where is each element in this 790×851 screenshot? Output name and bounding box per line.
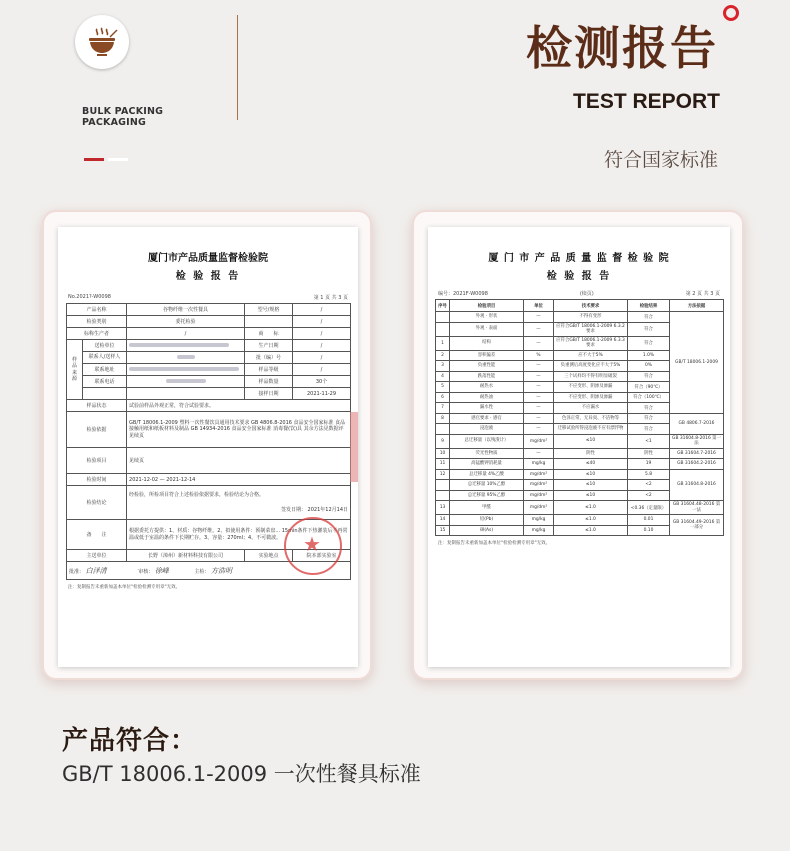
table-row: 3 负重性能 — 负重测后高度变化应不大于5% 0%: [436, 361, 724, 372]
table-row: 联系电话 样品数量 30个: [67, 376, 351, 388]
brand-logo: [75, 15, 129, 69]
redacted-text: [129, 367, 239, 371]
report-page-2: [428, 227, 730, 667]
report-card-2: [412, 210, 744, 680]
signature-reviewer: 徐峰: [154, 566, 169, 575]
product-standard: GB/T 18006.1-2009 一次性餐具标准: [62, 762, 421, 786]
table-row: 总迁移量 10%乙醇 mg/dm² ≤10 <2: [436, 480, 724, 491]
table-row: 检验类别 委托检验 /: [67, 316, 351, 328]
table-row: 检验时间 2021-12-02 — 2021-12-14: [67, 474, 351, 486]
report-footnote: 注：复制报告未重新加盖本单位"检验检测专用章"无效。: [68, 585, 181, 590]
table-row: 5 耐热水 — 不应变形、阴渗及渗漏 符合（90℃）: [436, 382, 724, 393]
table-row: 13 甲醛 mg/dm² ≤1.0 <0.36（定量限） GB 31604.48-2016 第一法: [436, 501, 724, 515]
report-page-1: [58, 227, 358, 667]
table-row: 联系人/送样人 批（编）号 /: [67, 352, 351, 364]
table-row: 7 漏水性 — 不应漏水 符合: [436, 403, 724, 414]
table-row: 浸泡液 — 迁移试验所得浸泡液不应有漂浮物 符合: [436, 424, 724, 435]
table-row: 总迁移量 95%乙醇 mg/dm² ≤10 <2: [436, 490, 724, 501]
table-row: 6 耐热油 — 不应变形、阴渗及渗漏 符合（100℃）: [436, 392, 724, 403]
table-row: 10 荧光性物质 — 阴性 阴性 GB 31604.7-2016: [436, 448, 724, 459]
signature-inspector: 方浩明: [211, 566, 233, 575]
ring-icon: [723, 5, 739, 21]
signature-approver: 白泽清: [85, 566, 107, 575]
report-title: 检 验 报 告: [175, 271, 241, 282]
redacted-text: [166, 379, 206, 383]
page-number: 第 2 页 共 3 页: [685, 291, 720, 297]
bowl-icon: [85, 25, 119, 59]
report-footnote: 注：复制报告未重新加盖本单位"检验检测专用章"无效。: [438, 541, 551, 546]
table-row: 9 总迁移量（以残渣计） mg/dm² ≤10 <1 GB 31604.8-2016 第一法: [436, 434, 724, 448]
table-row: 标称生产者 / 商 标 /: [67, 328, 351, 340]
table-row: 接样日期 2021-11-29: [67, 388, 351, 400]
report-card-1: [42, 210, 372, 680]
table-row: 样品状态 试验前样品外观正常，符合试验要求。: [67, 400, 351, 412]
results-body: [436, 312, 724, 536]
report-title: 检 验 报 告: [546, 271, 612, 282]
signature-row: 批准： 白泽清 审核： 徐峰 主检： 方浩明: [67, 562, 351, 580]
table-row: 11 高锰酸钾消耗量 mg/kg ≤40 19 GB 31604.2-2016: [436, 459, 724, 470]
table-row: 2 容积偏差 % 应不大于5% 1.0%: [436, 350, 724, 361]
brand-line1: BULK PACKING: [82, 106, 164, 117]
institute-name: 厦 门 市 产 品 质 量 监 督 检 验 院: [488, 253, 670, 264]
header: [0, 0, 790, 190]
table-row: 外观 · 表面 — 应符合GB/T 18006.1-2009 6.3.2要求 符合: [436, 322, 724, 336]
table-row: 产品名称 谷物纤维一次性餐具 型号/规格 /: [67, 304, 351, 316]
brand-line2: PACKAGING: [82, 117, 147, 128]
results-table: [435, 299, 724, 536]
header-divider: [237, 15, 238, 120]
table-row: 1 结构 — 应符合GB/T 18006.1-2009 6.3.3要求 符合: [436, 336, 724, 350]
page-subtitle: 符合国家标准: [603, 149, 718, 171]
page-title: 检测报告: [526, 21, 718, 75]
table-row: 外观 · 形状 — 不得有变形 符合 GB/T 18006.1-2009: [436, 312, 724, 323]
star-icon: ★: [303, 532, 321, 556]
page-number: 第 1 页 共 3 页: [313, 295, 348, 301]
table-row: 样 品 来 源 送检单位 生产日期 /: [67, 340, 351, 352]
table-row: 联系地址 样品等级 /: [67, 364, 351, 376]
report-number: 编号：2021F-W0098: [438, 291, 488, 297]
table-row: 主送单位 长野（漳州）新材料科技有限公司 实验地点 院本部实验室: [67, 550, 351, 562]
table-header: 序号 检验项目 单位 技术要求 检验结果 方法依据: [436, 300, 724, 312]
table-row: 8 感官要求 · 感官 — 色泽正常，无异臭、不洁物等 符合 GB 4806.7-2016: [436, 413, 724, 424]
table-row: 检验依据 GB/T 18006.1-2009 塑料一次性餐饮具通用技术要求 GB 4806.8-2016 食品安全国家标准 食品接触用纸和纸板材料及制品 GB 14934-2016 食品安全国家标准 消毒餐(饮)具 其余方法见数据评见续页: [67, 412, 351, 448]
table-row: 检验项目 见续页: [67, 448, 351, 474]
report-meta: [58, 294, 358, 301]
table-row: 备 注 根据委托方提供：1、材质：谷物纤维。2、拟使用条件：预制菜盘... 15min条件下热灌装后不再常温或低于室温的条件下长期贮存。3、容量：270ml；4、不可微波。: [67, 520, 351, 550]
table-row: 4 跌落性能 — 三个试样均不得有明显破裂 符合: [436, 371, 724, 382]
institute-name: 厦门市产品质量监督检验院: [148, 253, 268, 264]
report-number: No.2021?-W0098: [68, 294, 111, 300]
table-row: 检验结论 经检验，所检项目符合上述检验依据要求，检验结论为合格。 签发日期： 2021年12月14日: [67, 486, 351, 520]
edge-seal: [350, 412, 358, 482]
conclusion-text: 经检验，所检项目符合上述检验依据要求，检验结论为合格。: [129, 492, 265, 498]
official-seal: [284, 517, 342, 575]
report-meta: [428, 290, 730, 297]
table-row: 15 砷(As) mg/kg ≤1.0 0.10: [436, 525, 724, 536]
page-title-en: TEST REPORT: [572, 90, 720, 113]
sign-date: 签发日期： 2021年12月14日: [280, 506, 349, 513]
brand-text: [82, 106, 163, 128]
redacted-text: [129, 343, 229, 347]
redacted-text: [177, 355, 195, 359]
product-label: 产品符合：: [62, 726, 198, 756]
continued-label: (续页): [579, 291, 594, 297]
table-row: 14 铅(Pb) mg/kg ≤1.0 0.01 GB 31604.49-2016 第一部分: [436, 515, 724, 526]
table-row: 12 总迁移量 4%乙酸 mg/dm² ≤10 5.8 GB 31604.8-2016: [436, 469, 724, 480]
